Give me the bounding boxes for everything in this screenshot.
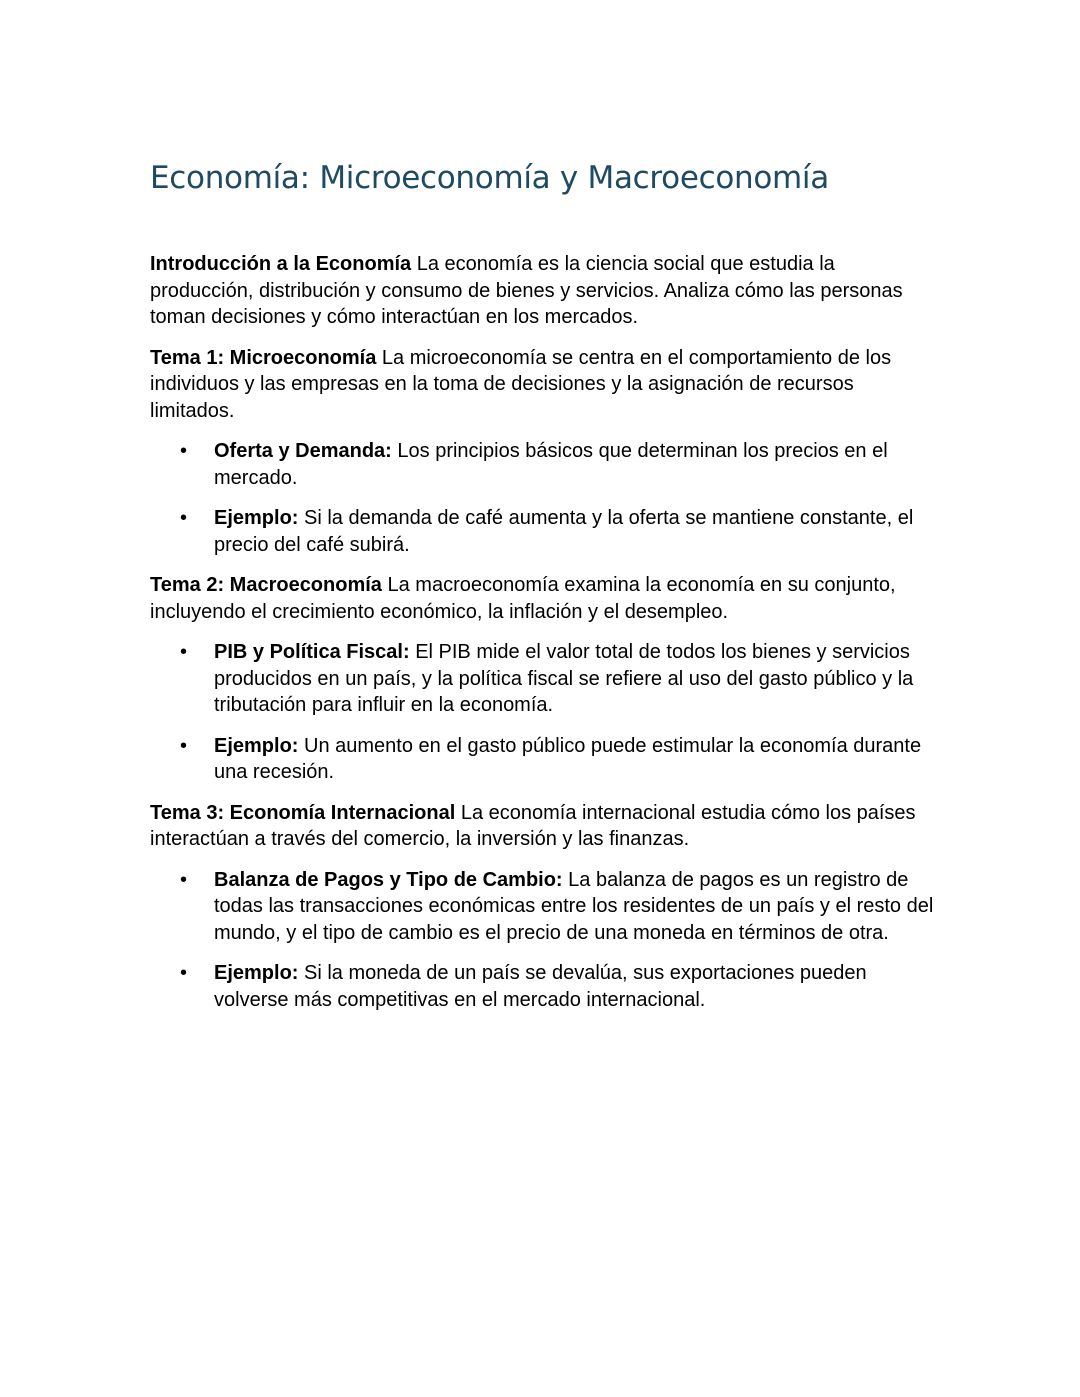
bullet-icon: • bbox=[180, 440, 188, 462]
list-item bbox=[150, 505, 940, 558]
bullet-text: Si la demanda de café aumenta y la oferta se mantiene constante, el precio del café subirá. bbox=[214, 507, 914, 556]
tema3-heading: Tema 3: Economía Internacional bbox=[150, 801, 456, 824]
intro-paragraph bbox=[150, 251, 940, 331]
intro-heading: Introducción a la Economía bbox=[150, 253, 412, 275]
bullet-label: Ejemplo: bbox=[214, 962, 299, 984]
bullet-icon: • bbox=[180, 962, 188, 984]
tema3-text: La economía internacional estudia cómo los países interactúan a través del comercio, la inversión y las finanzas. bbox=[150, 801, 916, 850]
tema1-paragraph bbox=[150, 345, 940, 425]
list-item bbox=[150, 960, 940, 1013]
bullet-icon: • bbox=[180, 507, 188, 529]
tema2-paragraph bbox=[150, 572, 940, 625]
tema1-heading: Tema 1: Microeconomía bbox=[150, 346, 377, 369]
bullet-text: El PIB mide el valor total de todos los bienes y servicios producidos en un país, y la política fiscal se refiere al uso del gasto público y la tributación para influir en la economía. bbox=[214, 641, 914, 716]
bullet-label: Ejemplo: bbox=[214, 507, 299, 529]
bullet-text: Un aumento en el gasto público puede estimular la economía durante una recesión. bbox=[214, 734, 922, 783]
bullet-label: Ejemplo: bbox=[214, 734, 299, 757]
bullet-label: Oferta y Demanda: bbox=[214, 440, 392, 462]
bullet-icon: • bbox=[180, 868, 188, 891]
list-item bbox=[150, 639, 940, 719]
tema3-paragraph bbox=[150, 800, 940, 853]
bullet-icon: • bbox=[180, 641, 188, 663]
tema2-heading: Tema 2: Macroeconomía bbox=[150, 574, 382, 596]
tema1-text: La microeconomía se centra en el comportamiento de los individuos y las empresas en la toma de decisiones y la asignación de recursos limitados. bbox=[150, 346, 892, 422]
document-page bbox=[150, 158, 940, 1027]
bullet-label: Balanza de Pagos y Tipo de Cambio: bbox=[214, 868, 563, 891]
tema2-bullet-list bbox=[150, 639, 940, 786]
list-item bbox=[150, 438, 940, 491]
intro-text: La economía es la ciencia social que estudia la producción, distribución y consumo de bienes y servicios. Analiza cómo las personas toman decisiones y cómo interactúan en los mercados. bbox=[150, 253, 903, 328]
bullet-label: PIB y Política Fiscal: bbox=[214, 641, 410, 663]
bullet-text: La balanza de pagos es un registro de todas las transacciones económicas entre los residentes de un país y el resto del mundo, y el tipo de cambio es el precio de una moneda en términos de otra. bbox=[214, 868, 934, 944]
list-item bbox=[150, 867, 940, 947]
tema3-bullet-list bbox=[150, 867, 940, 1014]
list-item bbox=[150, 733, 940, 786]
tema1-bullet-list bbox=[150, 438, 940, 558]
bullet-text: Si la moneda de un país se devalúa, sus exportaciones pueden volverse más competitivas en el mercado internacional. bbox=[214, 962, 867, 1011]
bullet-text: Los principios básicos que determinan los precios en el mercado. bbox=[214, 440, 888, 489]
bullet-icon: • bbox=[180, 734, 188, 757]
page-title: Economía: Microeconomía y Macroeconomía bbox=[150, 160, 829, 196]
tema2-text: La macroeconomía examina la economía en su conjunto, incluyendo el crecimiento económico, la inflación y el desempleo. bbox=[150, 574, 896, 623]
